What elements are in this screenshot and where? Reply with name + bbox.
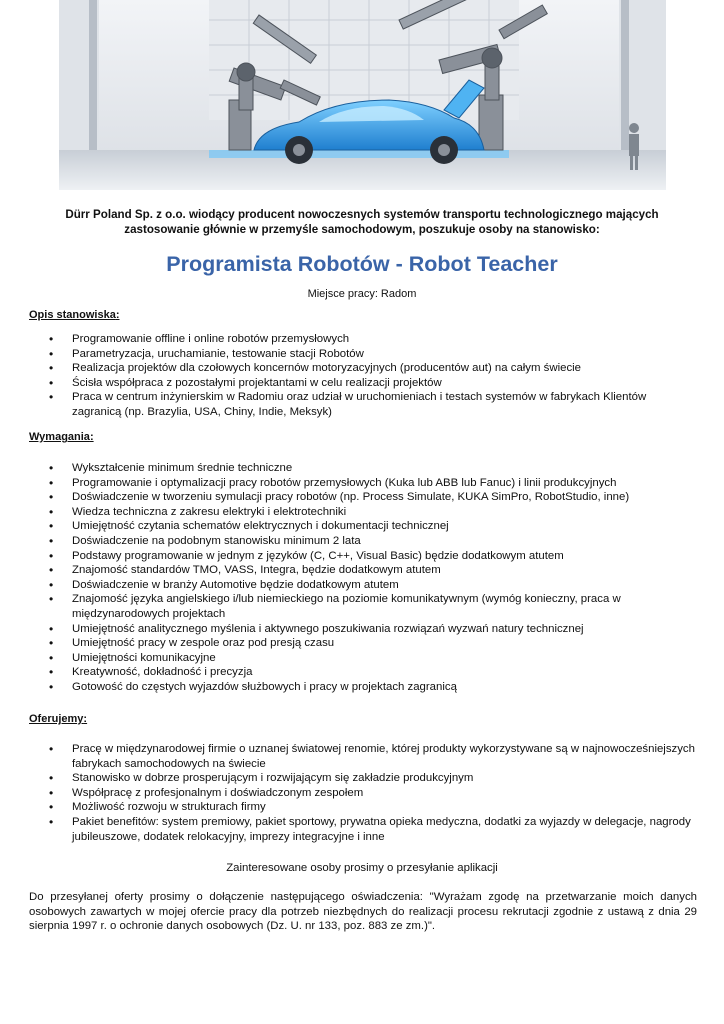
list-item: • Umiejętność czytania schematów elektrycznych i dokumentacji technicznej xyxy=(28,519,698,534)
job-title: Programista Robotów - Robot Teacher xyxy=(166,252,558,276)
list-item: • Doświadczenie w branży Automotive będzie dodatkowym atutem xyxy=(28,578,698,593)
section-heading-wymagania: Wymagania: xyxy=(29,431,94,443)
section-heading-opis: Opis stanowiska: xyxy=(29,309,120,321)
list-item: • Podstawy programowanie w jednym z języków (C, C++, Visual Basic) będzie dodatkowym atutem xyxy=(28,549,698,564)
list-item: • Możliwość rozwoju w strukturach firmy xyxy=(28,800,698,815)
factory-illustration xyxy=(59,0,666,190)
list-item: • Umiejętność pracy w zespole oraz pod presją czasu xyxy=(28,636,698,651)
job-location: Miejsce pracy: Radom xyxy=(307,288,417,300)
list-item: • Programowanie offline i online robotów przemysłowych xyxy=(28,332,698,347)
list-item: • Umiejętność analitycznego myślenia i aktywnego poszukiwania rozwiązań wyzwań natury technicznej xyxy=(28,622,698,637)
list-item: • Wiedza techniczna z zakresu elektryki i elektrotechniki xyxy=(28,505,698,520)
consent-clause: Do przesyłanej oferty prosimy o dołączenie następującego oświadczenia: "Wyrażam zgodę na przetwarzanie moich danych osobowych zawartych w mojej ofercie pracy dla potrzeb niezbędnych do realizacji procesu rekrutacji zgodnie z ustawą z dnia 29 sierpnia 1997 r. o ochronie danych osobowych (Dz. U. nr 133, poz. 883 ze zm.)". xyxy=(29,891,697,933)
list-item: • Pakiet benefitów: system premiowy, pakiet sportowy, prywatna opieka medyczna, dodatki za wyjazdy w delegacje, nagrody jubileuszowe, dodatek relokacyjny, imprezy integracyjne i inne xyxy=(28,815,698,844)
list-item: • Gotowość do częstych wyjazdów służbowych i pracy w projektach zagranicą xyxy=(28,680,698,695)
list-item: • Znajomość języka angielskiego i/lub niemieckiego na poziomie komunikatywnym (wymóg konieczny, praca w międzynarodowych projektach xyxy=(28,592,698,621)
company-intro: Dürr Poland Sp. z o.o. wiodący producent nowoczesnych systemów transportu technologicznego mających zastosowanie głównie w przemyśle samochodowym, poszukuje osoby na stanowisko: xyxy=(65,208,659,236)
list-item: • Stanowisko w dobrze prosperującym i rozwijającym się zakładzie produkcyjnym xyxy=(28,771,698,786)
list-opis xyxy=(28,332,698,420)
list-item: • Znajomość standardów TMO, VASS, Integra, będzie dodatkowym atutem xyxy=(28,563,698,578)
list-item: • Pracę w międzynarodowej firmie o uznanej światowej renomie, której produkty wykorzystywane są w najnowocześniejszych fabrykach samochodowych na świecie xyxy=(28,742,698,771)
list-item: • Wykształcenie minimum średnie techniczne xyxy=(28,461,698,476)
list-item: • Umiejętności komunikacyjne xyxy=(28,651,698,666)
section-heading-oferujemy: Oferujemy: xyxy=(29,713,88,725)
list-item: • Parametryzacja, uruchamianie, testowanie stacji Robotów xyxy=(28,347,698,362)
list-item: • Doświadczenie w tworzeniu symulacji pracy robotów (np. Process Simulate, KUKA SimPro, RobotStudio, inne) xyxy=(28,490,698,505)
application-invite: Zainteresowane osoby prosimy o przesyłanie aplikacji xyxy=(226,862,498,874)
list-item: • Realizacja projektów dla czołowych koncernów motoryzacyjnych (producentów aut) na całym świecie xyxy=(28,361,698,376)
list-item: • Ścisła współpraca z pozostałymi projektantami w celu realizacji projektów xyxy=(28,376,698,391)
list-oferujemy xyxy=(28,742,698,844)
list-item: • Współpracę z profesjonalnym i doświadczonym zespołem xyxy=(28,786,698,801)
list-item: • Kreatywność, dokładność i precyzja xyxy=(28,665,698,680)
list-item: • Programowanie i optymalizacji pracy robotów przemysłowych (Kuka lub ABB lub Fanuc) i linii produkcyjnych xyxy=(28,476,698,491)
list-item: • Praca w centrum inżynierskim w Radomiu oraz udział w uruchomieniach i testach systemów w fabrykach Klientów zagranicą (np. Brazylia, USA, Chiny, Indie, Meksyk) xyxy=(28,390,698,419)
list-wymagania xyxy=(28,461,698,695)
list-item: • Doświadczenie na podobnym stanowisku minimum 2 lata xyxy=(28,534,698,549)
hero-image-robot-car-factory xyxy=(59,0,666,190)
